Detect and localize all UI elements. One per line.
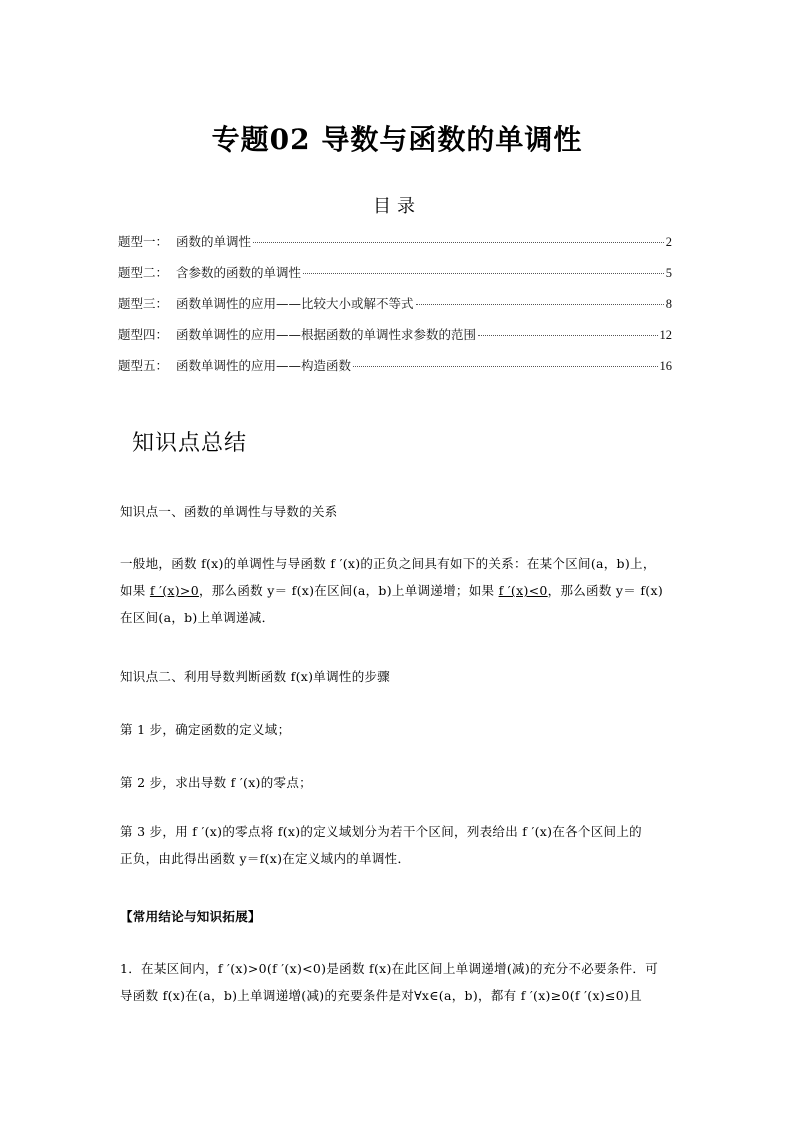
step-3 [120, 818, 676, 872]
knowledge-point-1-paragraph [120, 550, 676, 631]
toc-entry-text: 函数单调性的应用——比较大小或解不等式 [176, 296, 414, 311]
paragraph-line: 1．在某区间内，f ′(x)>0(f ′(x)<0)是函数 f(x)在此区间上单调递增(减)的充分不必要条件．可 [120, 961, 658, 976]
document-title: 专题02 导数与函数的单调性 [211, 123, 583, 156]
section-title: 知识点总结 [132, 431, 248, 456]
text-span: ，那么函数 y＝ f(x)在区间(a，b)上单调递增；如果 [198, 583, 499, 598]
toc-entry-label: 题型五： [118, 358, 169, 373]
toc-entry-label: 题型三： [118, 296, 169, 311]
extension-item-1 [120, 955, 676, 1009]
toc-entry-text: 函数单调性的应用——根据函数的单调性求参数的范围 [176, 327, 477, 342]
toc-heading: 目录 [373, 196, 421, 217]
step-1: 第 1 步，确定函数的定义域； [120, 722, 291, 737]
knowledge-point-2-heading: 知识点二、利用导数判断函数 f(x)单调性的步骤 [120, 669, 391, 684]
toc-entry-page: 2 [665, 235, 672, 249]
underlined-condition: f ′(x)<0 [498, 583, 548, 598]
text-span: ，那么函数 y＝ f(x) [547, 583, 663, 598]
toc-entry-page: 12 [659, 328, 672, 342]
extension-heading: 【常用结论与知识拓展】 [120, 909, 261, 924]
toc-entry-4[interactable] [118, 325, 672, 356]
paragraph-line: 一般地，函数 f(x)的单调性与导函数 f ′(x)的正负之间具有如下的关系：在某个区间(a，b)上， [120, 556, 656, 571]
paragraph-line: 导函数 f(x)在(a，b)上单调递增(减)的充要条件是对∀x∈(a，b)，都有 f ′(x)≥0(f ′(x)≤0)且 [120, 988, 642, 1003]
knowledge-point-1-heading: 知识点一、函数的单调性与导数的关系 [120, 504, 338, 519]
toc-entry-text: 函数单调性的应用——构造函数 [176, 358, 352, 373]
paragraph-line: 在区间(a，b)上单调递减． [120, 610, 275, 625]
toc-entry-page: 5 [665, 266, 672, 280]
toc-dot-leader [303, 273, 664, 274]
table-of-contents [118, 232, 672, 387]
toc-entry-1[interactable] [118, 232, 672, 263]
paragraph-line: 第 3 步，用 f ′(x)的零点将 f(x)的定义域划分为若干个区间，列表给出 f ′(x)在各个区间上的 [120, 824, 642, 839]
paragraph-line [120, 577, 676, 604]
text-span: 如果 [120, 583, 150, 598]
toc-entry-3[interactable] [118, 294, 672, 325]
toc-dot-leader [478, 335, 657, 336]
toc-dot-leader [353, 366, 657, 367]
paragraph-line: 正负，由此得出函数 y＝f(x)在定义域内的单调性． [120, 851, 411, 866]
toc-entry-page: 16 [659, 359, 672, 373]
toc-entry-label: 题型二： [118, 265, 169, 280]
toc-entry-label: 题型四： [118, 327, 169, 342]
toc-entry-text: 含参数的函数的单调性 [176, 265, 302, 280]
step-2: 第 2 步，求出导数 f ′(x)的零点； [120, 775, 312, 790]
toc-dot-leader [416, 304, 664, 305]
toc-entry-2[interactable] [118, 263, 672, 294]
toc-entry-text: 函数的单调性 [176, 234, 252, 249]
toc-dot-leader [253, 242, 664, 243]
toc-entry-label: 题型一： [118, 234, 169, 249]
toc-entry-5[interactable] [118, 356, 672, 387]
toc-entry-page: 8 [665, 297, 672, 311]
underlined-condition: f ′(x)>0 [149, 583, 199, 598]
